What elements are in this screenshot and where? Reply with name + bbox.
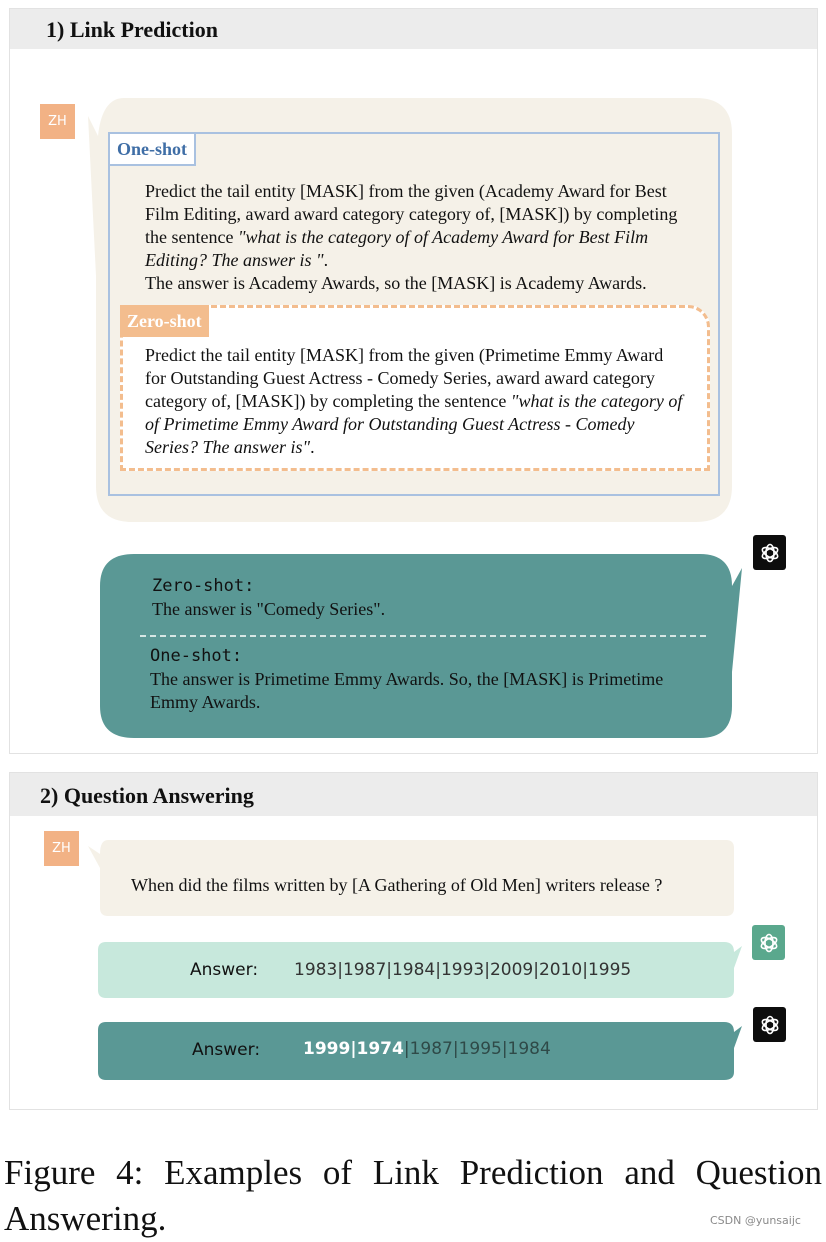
openai-icon — [758, 541, 782, 565]
answer-label: Answer: — [192, 1040, 261, 1060]
figure-caption: Figure 4: Examples of Link Prediction and Question Answering. — [4, 1153, 822, 1238]
response-zero-text: The answer is "Comedy Series". — [152, 599, 386, 619]
one-shot-label: One-shot — [108, 132, 196, 166]
question-text: When did the films written by [A Gathering of Old Men] writers release ? — [131, 875, 663, 895]
one-shot-prompt-italic: "what is the category of of Academy Award for Best Film Editing? The answer is " — [145, 227, 649, 270]
user-avatar-badge: ZH — [40, 104, 75, 139]
openai-icon — [758, 1013, 782, 1037]
chatgpt-avatar — [753, 535, 786, 570]
answer-values — [303, 1039, 551, 1059]
zero-shot-prompt-text: Predict the tail entity [MASK] from the given (Primetime Emmy Award for Outstanding Guest Actress - Comedy Series, award award category category of, [MASK]) by completing the sentence — [145, 345, 664, 411]
user-avatar-badge: ZH — [44, 831, 79, 866]
section-header — [10, 773, 817, 816]
one-shot-prompt-text: Predict the tail entity [MASK] from the given (Academy Award for Best Film Editing, award award category category of, [MASK]) by completing the sentence — [145, 181, 678, 247]
section-title: 2) Question Answering — [40, 783, 254, 808]
one-shot-answer: The answer is Academy Awards, so the [MASK] is Academy Awards. — [145, 273, 647, 293]
chatgpt-avatar — [752, 925, 785, 960]
section-header — [10, 9, 817, 49]
answer-correct-values: 1999|1974 — [303, 1039, 404, 1059]
one-shot-prompt: Predict the tail entity [MASK] from the given (Academy Award for Best Film Editing, award award category category of, [MASK]) by completing the sentence "what is the category of of Academy Award for Best Film Editing? The answer is ". The answer is Academy Awards, so the [MASK] is Academy Awards. — [145, 181, 678, 293]
answer-values: 1983|1987|1984|1993|2009|2010|1995 — [294, 960, 632, 980]
watermark: CSDN @yunsaijc — [710, 1214, 801, 1227]
zero-shot-prompt: Predict the tail entity [MASK] from the given (Primetime Emmy Award for Outstanding Guest Actress - Comedy Series, award award category category of, [MASK]) by completing the sentence "what is the category of of Primetime Emmy Award for Outstanding Guest Actress - Comedy Series? The answer is". — [145, 345, 683, 457]
response-one-text: The answer is Primetime Emmy Awards. So, the [MASK] is Primetime Emmy Awards. — [150, 669, 664, 712]
section-title: 1) Link Prediction — [46, 17, 218, 42]
response-one-label: One-shot: — [150, 646, 243, 666]
answer-other-values: |1987|1995|1984 — [403, 1039, 551, 1059]
zero-shot-prompt-italic: "what is the category of of Primetime Emmy Award for Outstanding Guest Actress - Comedy Series? The answer is" — [145, 391, 683, 457]
response-zero-label: Zero-shot: — [152, 576, 255, 596]
chatgpt-avatar — [753, 1007, 786, 1042]
answer-label: Answer: — [190, 960, 259, 980]
openai-icon — [757, 931, 781, 955]
zero-shot-label: Zero-shot — [120, 305, 209, 337]
